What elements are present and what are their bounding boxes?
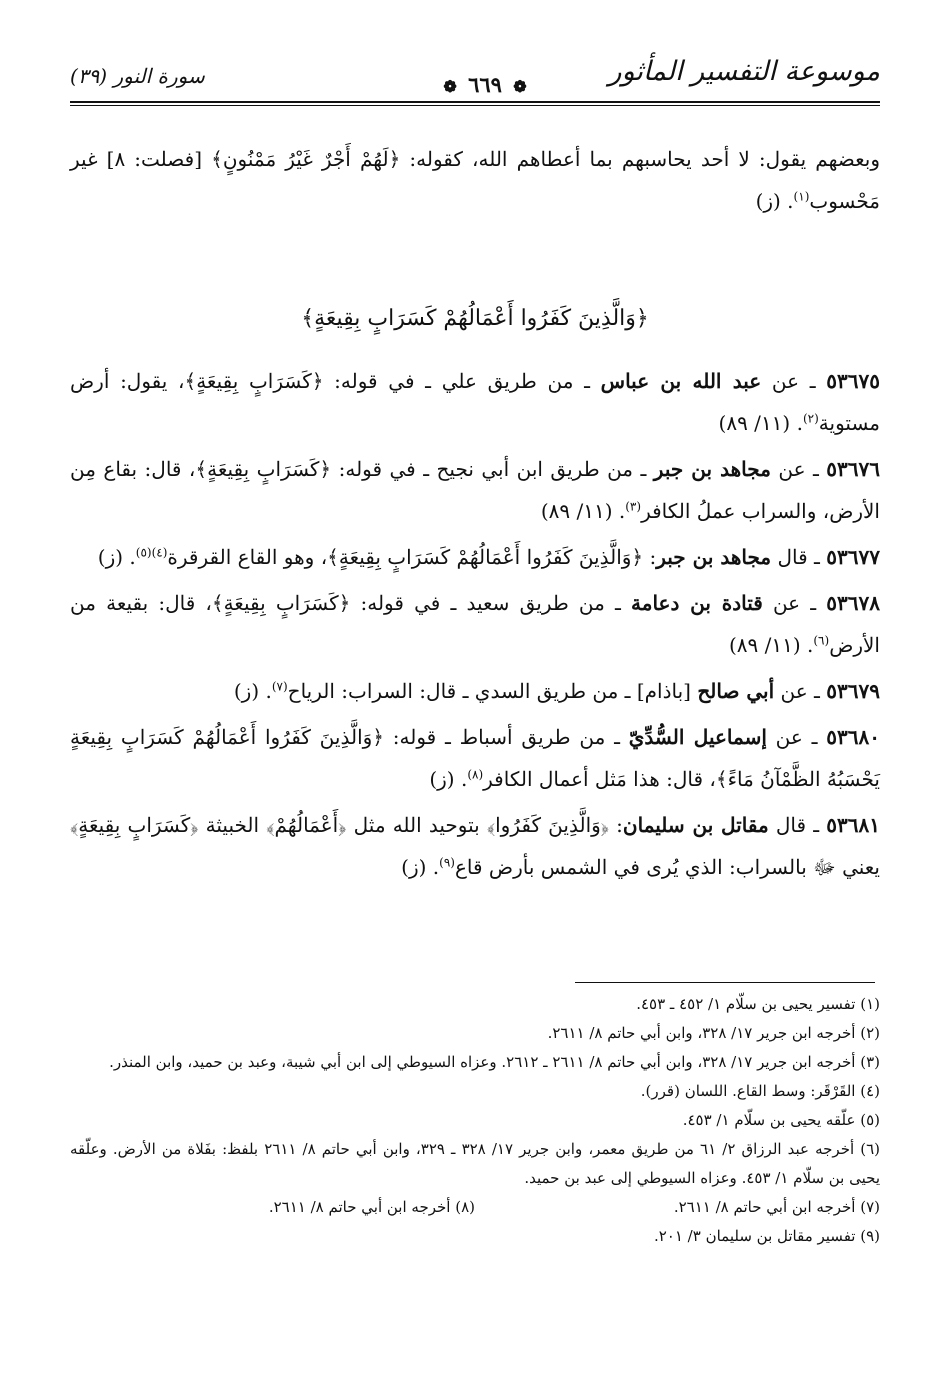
- entry-text: ـ من طريق سعيد ـ في قوله: ﴿كَسَرَابٍ بِقِيعَةٍ﴾، قال: بقيعة من الأرض: [70, 591, 880, 657]
- narrator-name: مجاهد بن جبر: [653, 457, 771, 481]
- ornament-icon: ❁: [513, 77, 527, 96]
- entry-pre: ـ عن: [762, 591, 827, 615]
- entry-text: ـ من طريق علي ـ في قوله: ﴿كَسَرَابٍ بِقِيعَةٍ﴾، يقول: أرض مستوية: [70, 369, 880, 435]
- entry-text: : ﴿وَالَّذِينَ كَفَرُوا أَعْمَالُهُمْ كَسَرَابٍ بِقِيعَةٍ﴾، وهو القاع القرقرة: [167, 545, 657, 569]
- footnote-marker: (٢): [802, 411, 819, 426]
- entry-53681: [70, 804, 880, 888]
- entry-text: [باذام] ـ من طريق السدي ـ قال: السراب: الرياح: [287, 679, 698, 703]
- entry-end: . (ز): [233, 679, 272, 703]
- entry-pre: ـ عن: [761, 369, 827, 393]
- surah-title: سورة النور (٣٩): [70, 64, 205, 88]
- footnote-marker: (٤)(٥): [135, 545, 168, 560]
- entry-end: . (١١/ ٨٩): [728, 633, 814, 657]
- page-number-block: [429, 72, 540, 97]
- narrator-name: مجاهد بن جبر: [656, 545, 772, 569]
- footnote-separator: [575, 982, 875, 983]
- entry-number: ٥٣٦٧٧: [826, 545, 880, 569]
- footnote-2: (٢) أخرجه ابن جرير ١٧/ ٣٢٨، وابن أبي حاتم ٨/ ٢٦١١.: [547, 1024, 880, 1042]
- narrator-name: مقاتل بن سليمان: [622, 813, 769, 837]
- intro-paragraph: [70, 138, 880, 222]
- narrator-name: إسماعيل السُّدِّيّ: [628, 725, 767, 749]
- narrator-name: قتادة بن دعامة: [631, 591, 763, 615]
- intro-end: . (ز): [755, 189, 794, 213]
- footnote-marker: (٩): [439, 855, 455, 870]
- entry-number: ٥٣٦٨٠: [826, 725, 880, 749]
- footnote-3: (٣) أخرجه ابن جرير ١٧/ ٣٢٨، وابن أبي حاتم ٨/ ٢٦١١ ـ ٢٦١٢. وعزاه السيوطي إلى ابن أبي شيبة، وعبد بن حميد، وابن المنذر.: [109, 1053, 880, 1071]
- entry-53677: [70, 536, 880, 578]
- book-title: موسوعة التفسير المأثور: [608, 56, 880, 87]
- entry-53676: [70, 448, 880, 532]
- footnote-marker: (١): [793, 189, 810, 204]
- footnote-row-7-8: [70, 1193, 880, 1222]
- entry-pre: ـ عن: [774, 679, 827, 703]
- header-rule: [70, 101, 880, 103]
- footnote-marker: (٧): [271, 679, 288, 694]
- intro-line-1: وبعضهم يقول: لا أحد يحاسبهم بما أعطاهم الله، كقوله: ﴿لَهُمْ أَجْرٌ غَيْرُ مَمْنُونٍ﴾: [211, 147, 881, 171]
- entry-text: ـ من طريق ابن أبي نجيح ـ في قوله: ﴿كَسَرَابٍ بِقِيعَةٍ﴾، قال: بقاع مِن الأرض، والسراب عملُ الكافر: [70, 457, 880, 523]
- entry-pre: ـ عن: [766, 725, 827, 749]
- footnote-1: (١) تفسير يحيى بن سلّام ١/ ٤٥٢ ـ ٤٥٣.: [636, 995, 880, 1013]
- footnote-4: (٤) القَرْقَر: وسط القاع. اللسان (قرر).: [640, 1082, 880, 1100]
- entry-53678: [70, 582, 880, 666]
- intro-reference: [فصلت: ٨]: [106, 147, 203, 171]
- entry-53680: [70, 716, 880, 800]
- footnote-5: (٥) علّقه يحيى بن سلّام ١/ ٤٥٣.: [682, 1111, 880, 1129]
- entry-pre: ـ عن: [770, 457, 827, 481]
- entry-number: ٥٣٦٧٦: [826, 457, 881, 481]
- intro-line-2: غير مَحْسوب: [70, 147, 880, 213]
- narrator-name: أبي صالح: [697, 679, 775, 703]
- footnote-9: (٩) تفسير مقاتل بن سليمان ٣/ ٢٠١.: [653, 1227, 880, 1245]
- entry-end: . (ز): [401, 855, 440, 879]
- footnote-marker: (٨): [467, 767, 484, 782]
- entry-text: : ﴿وَالَّذِينَ كَفَرُوا﴾ بتوحيد الله مثل ﴿أَعْمَالُهُمْ﴾ الخبيثة ﴿كَسَرَابٍ بِقِيعَةٍ﴾ يعني ﷻ بالسراب: الذي يُرى في الشمس بأرض قاع: [70, 813, 880, 879]
- entry-53679: [70, 670, 880, 712]
- entry-end: . (ز): [429, 767, 468, 791]
- footnote-7: (٧) أخرجه ابن أبي حاتم ٨/ ٢٦١١.: [673, 1198, 880, 1216]
- entry-end: . (١١/ ٨٩): [540, 499, 626, 523]
- entry-end: . (١١/ ٨٩): [718, 411, 803, 435]
- entry-number: ٥٣٦٨١: [826, 813, 880, 837]
- footnote-marker: (٦): [813, 633, 830, 648]
- ornament-icon: ❁: [443, 77, 457, 96]
- page-number: ٦٦٩: [468, 72, 502, 97]
- entry-number: ٥٣٦٧٥: [826, 369, 880, 393]
- entry-number: ٥٣٦٧٩: [826, 679, 880, 703]
- narrator-name: عبد الله بن عباس: [600, 369, 762, 393]
- ayah-heading: ﴿وَالَّذِينَ كَفَرُوا أَعْمَالُهُمْ كَسَرَابٍ بِقِيعَةٍ﴾: [301, 306, 649, 331]
- footnotes: [70, 990, 880, 1251]
- entry-end: . (ز): [97, 545, 136, 569]
- entry-text: ـ من طريق أسباط ـ قوله: ﴿وَالَّذِينَ كَفَرُوا أَعْمَالُهُمْ كَسَرَابٍ بِقِيعَةٍ يَحْسَبُهُ الظَّمْآنُ مَاءً﴾، قال: هذا مَثل أعمال الكافر: [70, 725, 880, 791]
- page-header: [70, 56, 880, 106]
- header-rule-thin: [70, 105, 880, 106]
- footnote-marker: (٣): [625, 499, 642, 514]
- entry-number: ٥٣٦٧٨: [826, 591, 880, 615]
- entry-53675: [70, 360, 880, 444]
- main-text: [70, 138, 880, 892]
- footnote-6: (٦) أخرجه عبد الرزاق ٢/ ٦١ من طريق معمر، وابن جرير ١٧/ ٣٢٨ ـ ٣٢٩، وابن أبي حاتم ٨/ ٢٦١١ بلفظ: بفَلاة من الأرض. وعلّقه يحيى بن سلّام ١/ ٤٥٣. وعزاه السيوطي إلى عبد بن حميد.: [70, 1140, 881, 1187]
- entry-pre: ـ قال: [768, 813, 827, 837]
- entry-pre: ـ قال: [771, 545, 827, 569]
- footnote-8: (٨) أخرجه ابن أبي حاتم ٨/ ٢٦١١.: [268, 1198, 475, 1216]
